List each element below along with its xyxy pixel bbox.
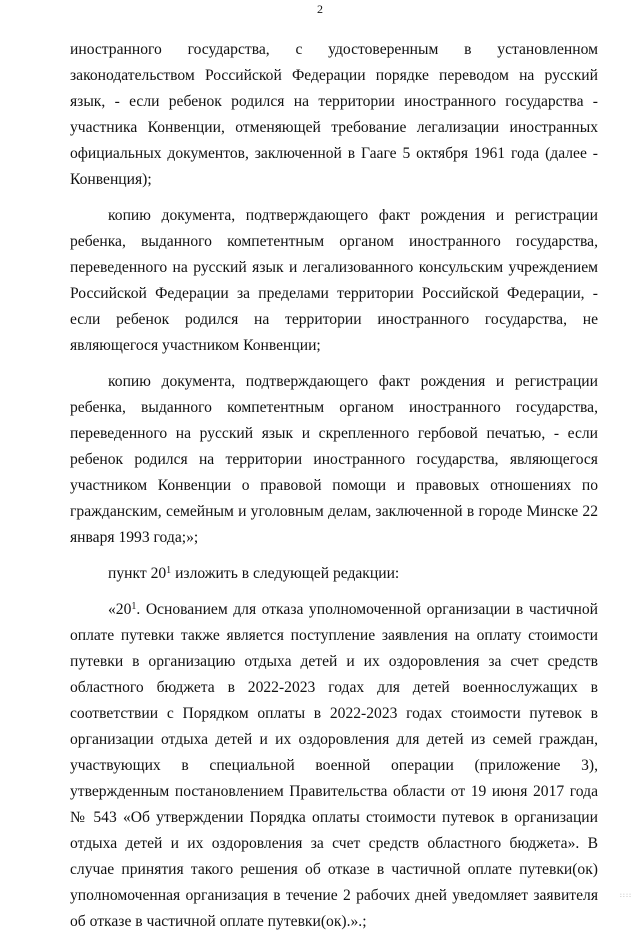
page-number: 2	[317, 2, 323, 16]
paragraph-birth-document-legalized: копию документа, подтверждающего факт рождения и регистрации ребенка, выданного компетентным органом иностранного государства, переведенного на русский язык и легализованного консульским учреждением Российской Федерации за пределами территории Российской Федерации, - если ребенок родился на территории иностранного государства, не являющегося участником Конвенции;	[70, 207, 598, 354]
paragraph-new-wording	[70, 597, 598, 935]
paragraph-item-amendment	[70, 561, 598, 587]
footer-mark: ::::	[619, 892, 632, 899]
item-amendment-text: пункт 20	[108, 565, 167, 582]
paragraph-continuation: иностранного государства, с удостоверенным в установленном законодательством Российской Федерации порядке переводом на русский язык, - если ребенок родился на территории иностранного государства - участника Конвенции, отменяющей требование легализации иностранных официальных документов, заключенной в Гааге 5 октября 1961 года (далее - Конвенция);	[70, 41, 598, 188]
new-wording-item-number: «20	[108, 601, 132, 618]
item-amendment-superscript: 1	[166, 565, 172, 576]
new-wording-superscript: 1	[131, 601, 137, 612]
item-amendment-text-end: изложить в следующей редакции:	[171, 565, 400, 582]
new-wording-text: . Основанием для отказа уполномоченной организации в частичной оплате путевки также является поступление заявления на оплату стоимости путевки в организацию отдыха детей и их оздоровления за счет средств областного бюджета в 2022-2023 годах для детей военнослужащих в соответствии с Порядком оплаты в 2022-2023 годах стоимости путевок в организации отдыха детей и их оздоровления для детей из семей граждан, участвующих в специальной военной операции (приложение 3), утвержденным постановлением Правительства области от 19 июня 2017 года № 543 «Об утверждении Порядка оплаты стоимости путевок в организации отдыха детей и их оздоровления за счет средств областного бюджета». В случае принятия такого решения об отказе в частичной оплате путевки(ок) уполномоченная организация в течение 2 рабочих дней уведомляет заявителя об отказе в частичной оплате путевки(ок).».;	[70, 601, 598, 930]
paragraph-birth-document-minsk: копию документа, подтверждающего факт рождения и регистрации ребенка, выданного компетентным органом иностранного государства, переведенного на русский язык и скрепленного гербовой печатью, - если ребенок родился на территории иностранного государства, являющегося участником Конвенции о правовой помощи и правовых отношениях по гражданским, семейным и уголовным делам, заключенной в городе Минске 22 января 1993 года;»;	[70, 373, 598, 546]
document-body	[70, 37, 598, 935]
